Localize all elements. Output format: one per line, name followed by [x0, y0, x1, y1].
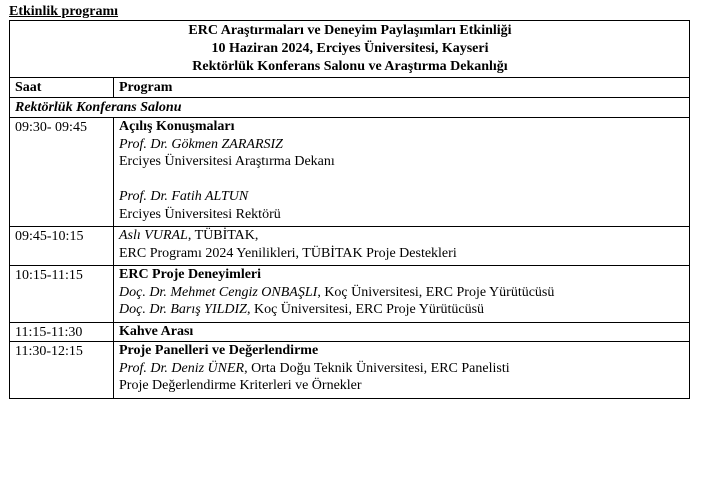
- speaker-role: Erciyes Üniversitesi Rektörü: [119, 206, 281, 222]
- time-cell: 11:30-12:15: [10, 342, 114, 399]
- speaker-affiliation: , Koç Üniversitesi, ERC Proje Yürütücüsü: [246, 302, 485, 317]
- speaker-line: [119, 284, 685, 302]
- event-venue: Rektörlük Konferans Salonu ve Araştırma Dekanlığı: [192, 59, 508, 74]
- column-header-time: Saat: [10, 78, 114, 98]
- program-cell: [114, 266, 690, 323]
- speaker-name: Doç. Dr. Barış YILDIZ: [119, 302, 247, 317]
- column-header-row: [10, 78, 690, 98]
- section-row: [10, 98, 690, 118]
- speaker-name: Doç. Dr. Mehmet Cengiz ONBAŞLI: [119, 284, 318, 300]
- speaker-line: [119, 360, 685, 378]
- section-title: Rektörlük Konferans Salonu: [10, 98, 690, 118]
- speaker-line: [119, 227, 685, 245]
- spacer: [119, 171, 685, 189]
- time-cell: 09:30- 09:45: [10, 118, 114, 227]
- program-cell: [114, 322, 690, 342]
- event-title: ERC Araştırmaları ve Deneyim Paylaşımları Etkinliği: [188, 23, 512, 38]
- speaker-name: Prof. Dr. Gökmen ZARARSIZ: [119, 136, 283, 152]
- session-topic: Proje Değerlendirme Kriterleri ve Örnekler: [119, 378, 362, 393]
- event-header-row: [10, 21, 690, 78]
- table-row: [10, 266, 690, 323]
- program-cell: [114, 118, 690, 227]
- speaker-role: Erciyes Üniversitesi Araştırma Dekanı: [119, 154, 335, 169]
- speaker-line: [119, 301, 685, 319]
- session-title: Proje Panelleri ve Değerlendirme: [119, 343, 319, 358]
- program-cell: [114, 227, 690, 266]
- column-header-program: Program: [114, 78, 690, 98]
- event-header: [10, 21, 690, 78]
- time-cell: 09:45-10:15: [10, 227, 114, 266]
- table-row: [10, 322, 690, 342]
- speaker-affiliation: , Koç Üniversitesi, ERC Proje Yürütücüsü: [317, 284, 555, 300]
- session-title: Kahve Arası: [119, 323, 194, 339]
- program-table: [9, 20, 690, 399]
- session-title: Açılış Konuşmaları: [119, 119, 235, 134]
- event-date-location: 10 Haziran 2024, Erciyes Üniversitesi, Kayseri: [211, 41, 489, 56]
- time-cell: 11:15-11:30: [10, 322, 114, 342]
- speaker-affiliation: , TÜBİTAK,: [187, 228, 259, 243]
- table-row: [10, 227, 690, 266]
- table-row: [10, 342, 690, 399]
- program-cell: [114, 342, 690, 399]
- time-cell: 10:15-11:15: [10, 266, 114, 323]
- session-title: ERC Proje Deneyimleri: [119, 267, 262, 282]
- speaker-name: Aslı VURAL: [119, 228, 188, 243]
- session-topic: ERC Programı 2024 Yenilikleri, TÜBİTAK Proje Destekleri: [119, 245, 457, 261]
- table-row: [10, 118, 690, 227]
- speaker-affiliation: , Orta Doğu Teknik Üniversitesi, ERC Panelisti: [244, 360, 510, 376]
- page-title: Etkinlik programı: [9, 4, 119, 19]
- speaker-name: Prof. Dr. Deniz ÜNER: [119, 360, 245, 376]
- speaker-name: Prof. Dr. Fatih ALTUN: [119, 189, 249, 204]
